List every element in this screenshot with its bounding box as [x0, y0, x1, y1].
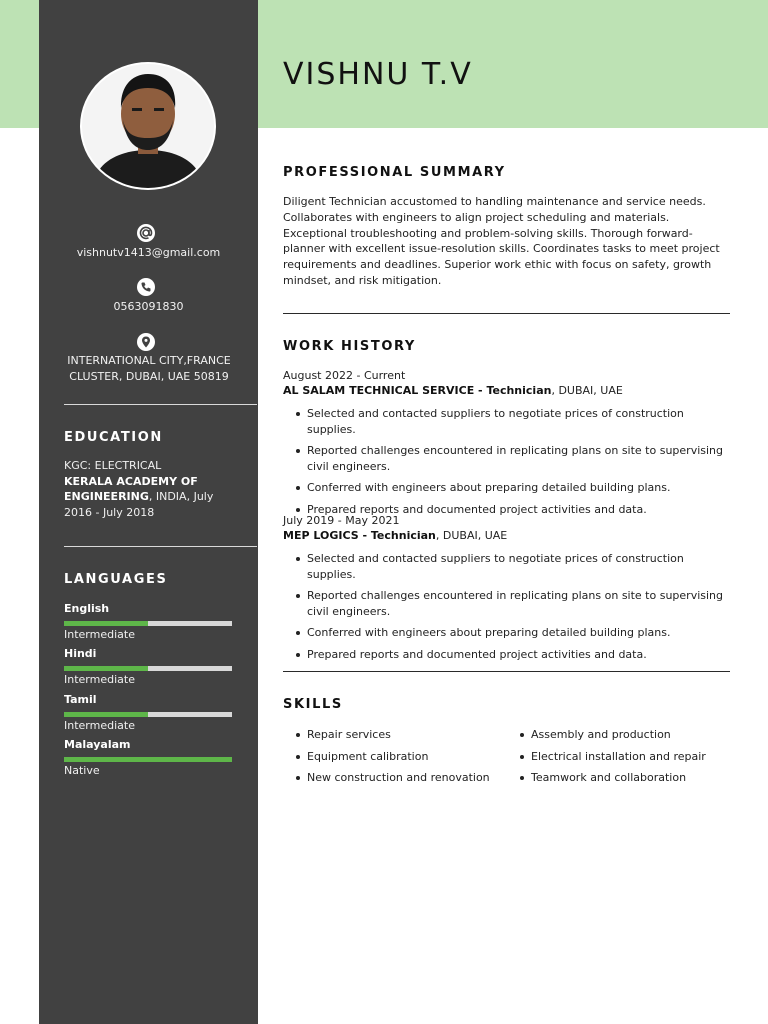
languages-heading: LANGUAGES — [64, 572, 168, 587]
job-dates: August 2022 - Current — [283, 369, 406, 382]
language-level: Native — [64, 764, 100, 777]
education-entry — [64, 458, 234, 520]
language-level: Intermediate — [64, 719, 135, 732]
work-history-heading: WORK HISTORY — [283, 339, 416, 354]
language-proficiency-bar — [64, 757, 232, 762]
job-role: - Technician — [358, 529, 436, 542]
language-name: English — [64, 602, 110, 615]
profile-photo — [80, 62, 216, 190]
language-name: Malayalam — [64, 738, 131, 751]
sidebar-divider — [64, 546, 257, 547]
at-icon — [137, 224, 155, 242]
job-role: - Technician — [474, 384, 552, 397]
job-title-line — [283, 529, 507, 543]
email-text[interactable]: vishnutv1413@gmail.com — [76, 246, 221, 259]
skills-list-left — [283, 727, 503, 792]
education-details: , INDIA, July 2016 - July 2018 — [64, 490, 214, 519]
language-malayalam — [64, 738, 232, 778]
job-bullets — [283, 406, 730, 523]
language-hindi — [64, 647, 232, 687]
list-item: Conferred with engineers about preparing detailed building plans. — [283, 625, 730, 641]
job-bullets — [283, 551, 730, 668]
sidebar-divider — [64, 404, 257, 405]
job-company: MEP LOGICS — [283, 529, 359, 542]
language-tamil — [64, 693, 232, 733]
job-dates: July 2019 - May 2021 — [283, 514, 400, 527]
language-proficiency-fill — [64, 666, 148, 671]
section-divider — [283, 313, 730, 314]
list-item: Selected and contacted suppliers to negotiate prices of construction supplies. — [283, 551, 730, 582]
address-text: INTERNATIONAL CITY,FRANCE CLUSTER, DUBAI, UAE 50819 — [67, 354, 231, 383]
skills-heading: SKILLS — [283, 697, 343, 712]
language-name: Tamil — [64, 693, 97, 706]
skill-item: New construction and renovation — [283, 770, 503, 785]
skill-item: Repair services — [283, 727, 503, 742]
language-level: Intermediate — [64, 673, 135, 686]
language-proficiency-bar — [64, 666, 232, 671]
job-title-line — [283, 384, 623, 398]
language-proficiency-fill — [64, 757, 232, 762]
education-institution-line — [64, 474, 234, 521]
education-institution: KERALA ACADEMY OF ENGINEERING — [64, 474, 198, 503]
skill-item: Electrical installation and repair — [507, 749, 727, 764]
education-heading: EDUCATION — [64, 430, 163, 445]
job-location: , DUBAI, UAE — [435, 529, 508, 542]
phone-icon — [137, 278, 155, 296]
language-proficiency-bar — [64, 712, 232, 717]
education-degree: KGC: ELECTRICAL — [64, 459, 162, 472]
location-pin-icon — [137, 333, 155, 351]
summary-text: Diligent Technician accustomed to handling maintenance and service needs. Collaborates with engineers to align project scheduling and materials. Exceptional troubleshooting and problem-solving skills. Thorough forward-planner with excellent issue-resolution skills. Coordinates tasks to meet project requirements and deadlines. Superior work ethic with focus on safety, growth mindset, and risk mitigation. — [283, 195, 720, 287]
section-divider — [283, 671, 730, 672]
list-item: Prepared reports and documented project activities and data. — [283, 502, 730, 518]
header-band-left — [0, 0, 40, 128]
language-level: Intermediate — [64, 628, 135, 641]
list-item: Selected and contacted suppliers to negotiate prices of construction supplies. — [283, 406, 730, 437]
language-proficiency-fill — [64, 712, 148, 717]
list-item: Reported challenges encountered in replicating plans on site to supervising civil engineers. — [283, 588, 730, 619]
skill-item: Equipment calibration — [283, 749, 503, 764]
candidate-name: VISHNU T.V — [283, 57, 473, 92]
language-name: Hindi — [64, 647, 97, 660]
list-item: Reported challenges encountered in replicating plans on site to supervising civil engineers. — [283, 443, 730, 474]
list-item: Prepared reports and documented project activities and data. — [283, 647, 730, 663]
language-proficiency-fill — [64, 621, 148, 626]
list-item: Conferred with engineers about preparing detailed building plans. — [283, 480, 730, 496]
sidebar — [39, 0, 258, 1024]
phone-text[interactable]: 0563091830 — [113, 300, 184, 313]
language-english — [64, 602, 232, 642]
summary-heading: PROFESSIONAL SUMMARY — [283, 165, 506, 180]
job-location: , DUBAI, UAE — [551, 384, 623, 397]
language-proficiency-bar — [64, 621, 232, 626]
job-company: AL SALAM TECHNICAL SERVICE — [283, 384, 475, 397]
skill-item: Assembly and production — [507, 727, 727, 742]
skill-item: Teamwork and collaboration — [507, 770, 727, 785]
skills-list-right — [507, 727, 727, 792]
